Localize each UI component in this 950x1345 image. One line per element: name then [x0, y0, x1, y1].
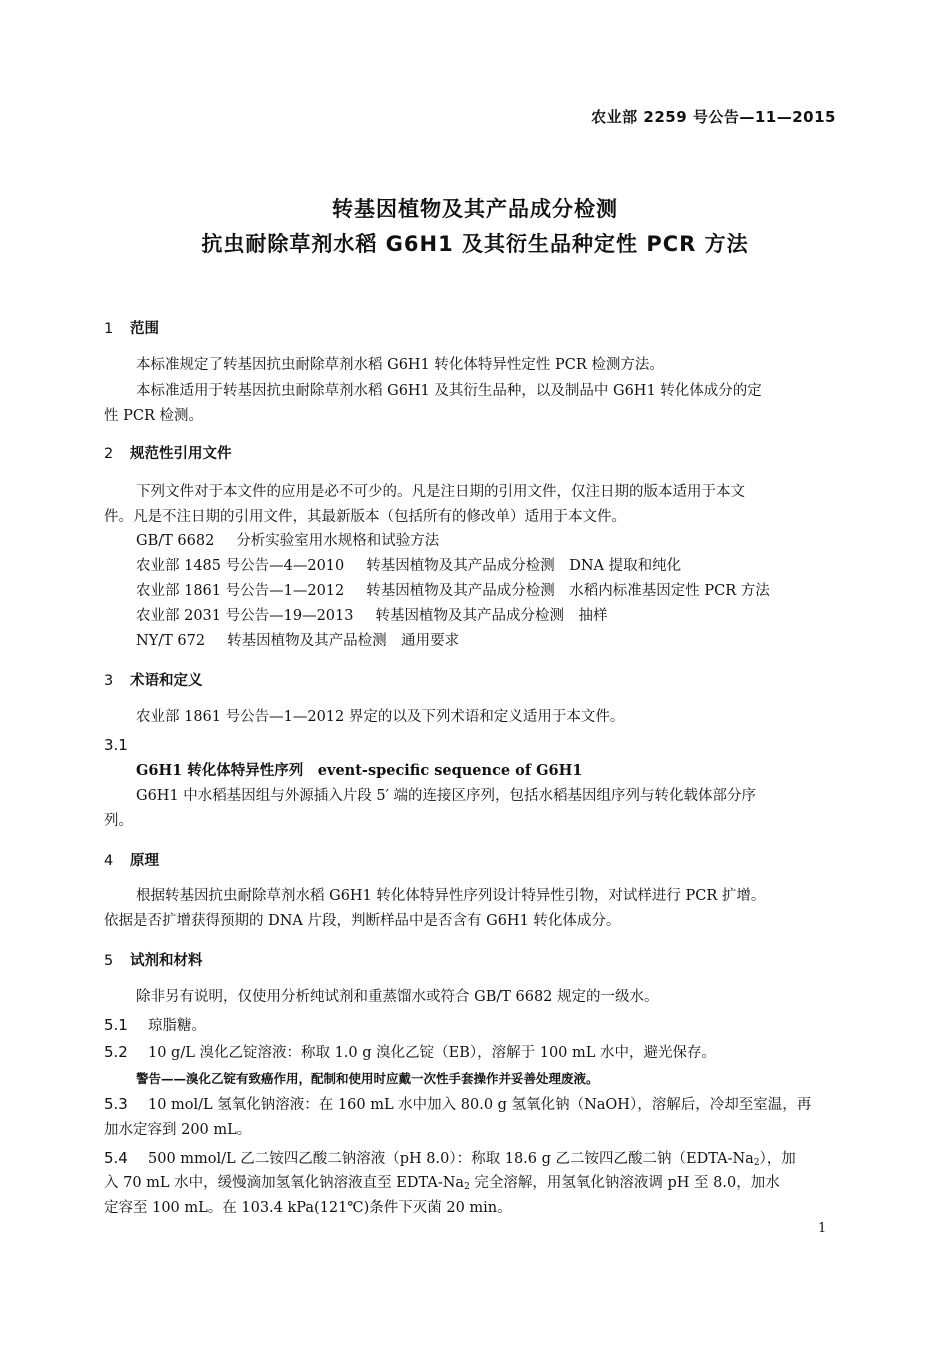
item-text-post: ），加	[759, 1151, 796, 1167]
item-text-post: 完全溶解，用氢氧化钠溶液调 pH 至 8.0，加水	[469, 1175, 780, 1191]
s5-paragraph: 除非另有说明，仅使用分析纯试剂和重蒸馏水或符合 GB/T 6682 规定的一级水。	[136, 989, 659, 1005]
warning-note: 警告——溴化乙锭有致癌作用，配制和使用时应戴一次性手套操作并妥善处理废液。	[136, 1071, 599, 1086]
reference-title: 转基因植物及其产品成分检测 DNA 提取和纯化	[366, 558, 682, 574]
item-text-pre: 500 mmol/L 乙二铵四乙酸二钠溶液（pH 8.0）：称取 18.6 g 乙二铵四乙酸二钠（EDTA-Na	[148, 1151, 754, 1167]
item-5-4-line-2	[104, 1173, 780, 1197]
item-number: 5.2	[104, 1043, 128, 1061]
section-4-heading	[104, 851, 159, 871]
item-text: 琼脂糖。	[148, 1018, 206, 1034]
term-definition-line-2: 列。	[104, 813, 133, 829]
section-title: 试剂和材料	[130, 953, 203, 969]
s1-paragraph-2-line-2: 性 PCR 检测。	[104, 408, 203, 424]
reference-item	[136, 631, 459, 651]
item-number: 5.3	[104, 1095, 128, 1113]
section-3-heading	[104, 671, 203, 691]
term-definition-line-1: G6H1 中水稻基因组与外源插入片段 5′ 端的连接区序列，包括水稻基因组序列与转化载体部分序	[136, 788, 757, 804]
item-5-1	[104, 1015, 206, 1036]
reference-item	[136, 606, 607, 626]
section-2-heading	[104, 444, 232, 464]
reference-item	[136, 531, 439, 551]
section-title: 原理	[130, 853, 159, 869]
reference-title: 转基因植物及其产品成分检测 抽样	[375, 608, 608, 624]
reference-code: 农业部 2031 号公告—19—2013	[136, 608, 354, 624]
item-text-line-1: 10 mol/L 氢氧化钠溶液：在 160 mL 水中加入 80.0 g 氢氧化钠（NaOH），溶解后，冷却至室温，再	[148, 1097, 812, 1113]
s4-paragraph-line-1: 根据转基因抗虫耐除草剂水稻 G6H1 转化体特异性序列设计特异性引物，对试样进行 PCR 扩增。	[136, 888, 766, 904]
reference-item	[136, 581, 770, 601]
reference-title: 转基因植物及其产品成分检测 水稻内标准基因定性 PCR 方法	[366, 583, 770, 599]
item-5-4	[104, 1148, 796, 1173]
standard-code: 农业部 2259 号公告—11—2015	[591, 108, 836, 126]
s1-paragraph-1: 本标准规定了转基因抗虫耐除草剂水稻 G6H1 转化体特异性定性 PCR 检测方法。	[136, 357, 664, 373]
page-number: 1	[818, 1221, 827, 1236]
section-number: 3	[104, 673, 114, 689]
section-5-heading	[104, 951, 203, 971]
reference-item	[136, 556, 681, 576]
section-number: 5	[104, 953, 114, 969]
reference-title: 分析实验室用水规格和试验方法	[236, 533, 440, 549]
subscript: 2	[753, 1158, 760, 1168]
s4-paragraph-line-2: 依据是否扩增获得预期的 DNA 片段，判断样品中是否含有 G6H1 转化体成分。	[104, 913, 621, 929]
section-title: 范围	[130, 321, 159, 337]
item-text-pre: 入 70 mL 水中，缓慢滴加氢氧化钠溶液直至 EDTA-Na	[104, 1175, 465, 1191]
term-title: G6H1 转化体特异性序列 event-specific sequence of G6H1	[136, 762, 583, 779]
section-number: 4	[104, 853, 114, 869]
reference-code: NY/T 672	[136, 633, 206, 649]
s2-paragraph-line-1: 下列文件对于本文件的应用是必不可少的。凡是注日期的引用文件，仅注日期的版本适用于本文	[136, 484, 745, 500]
section-title: 术语和定义	[130, 673, 203, 689]
section-number: 1	[104, 321, 114, 337]
item-5-2	[104, 1042, 716, 1063]
reference-code: 农业部 1485 号公告—4—2010	[136, 558, 345, 574]
section-1-heading	[104, 319, 159, 339]
s2-paragraph-line-2: 件。凡是不注日期的引用文件，其最新版本（包括所有的修改单）适用于本文件。	[104, 509, 626, 525]
item-number: 5.4	[104, 1149, 128, 1167]
subsection-3-1-number: 3.1	[104, 736, 128, 754]
item-5-3-line-2: 加水定容到 200 mL。	[104, 1122, 252, 1138]
item-5-3	[104, 1094, 811, 1115]
item-5-4-line-3: 定容至 100 mL。在 103.4 kPa(121℃)条件下灭菌 20 min。	[104, 1200, 512, 1216]
section-number: 2	[104, 446, 114, 462]
reference-code: GB/T 6682	[136, 533, 215, 549]
reference-code: 农业部 1861 号公告—1—2012	[136, 583, 345, 599]
reference-title: 转基因植物及其产品检测 通用要求	[227, 633, 460, 649]
item-text: 10 g/L 溴化乙锭溶液：称取 1.0 g 溴化乙锭（EB），溶解于 100 mL 水中，避光保存。	[148, 1045, 717, 1061]
section-title: 规范性引用文件	[130, 446, 232, 462]
title-line-2: 抗虫耐除草剂水稻 G6H1 及其衍生品种定性 PCR 方法	[201, 232, 749, 256]
subscript: 2	[464, 1182, 470, 1192]
item-number: 5.1	[104, 1016, 128, 1034]
s1-paragraph-2-line-1: 本标准适用于转基因抗虫耐除草剂水稻 G6H1 及其衍生品种，以及制品中 G6H1 转化体成分的定	[136, 383, 762, 399]
s3-paragraph: 农业部 1861 号公告—1—2012 界定的以及下列术语和定义适用于本文件。	[136, 709, 625, 725]
title-line-1: 转基因植物及其产品成分检测	[332, 197, 618, 221]
